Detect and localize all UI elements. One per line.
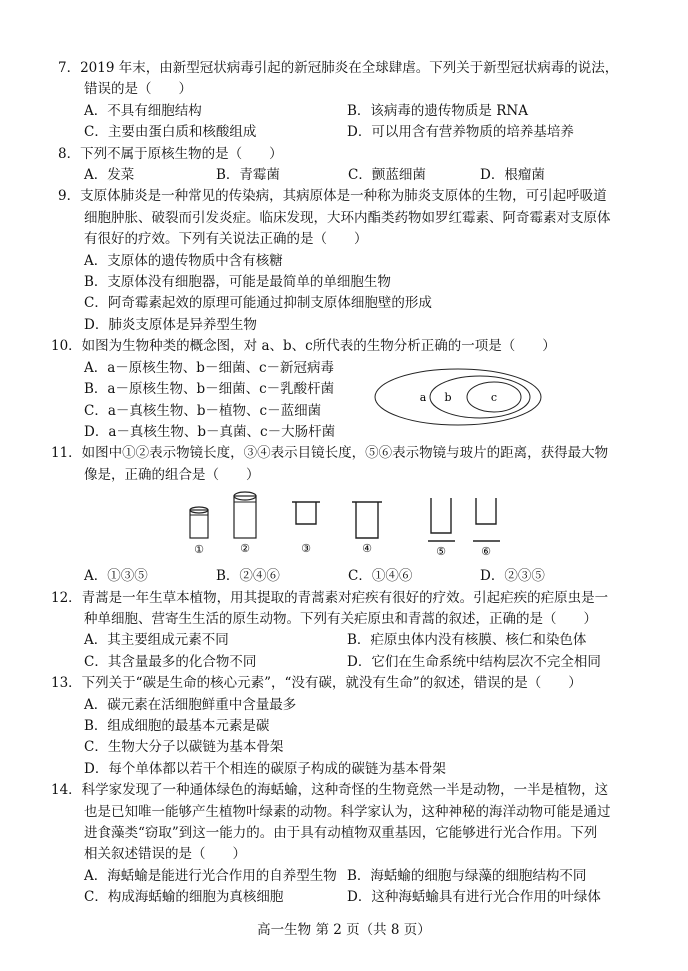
q14-options-row1: [58, 866, 648, 887]
q12-options-row2: [58, 652, 648, 673]
q14-option-c: C．构成海蛞蝓的细胞为真核细胞: [84, 889, 284, 906]
q11-lens-figure: [180, 488, 510, 558]
q14-stem-line2: 也是已知唯一能够产生植物叶绿素的动物。科学家认为，这种神秘的海洋动物可能是通过: [84, 803, 611, 820]
q11-option-d: D．②③⑤: [480, 568, 545, 585]
venn-label-c: c: [490, 391, 498, 404]
q13-option-a: A．碳元素在活细胞鲜重中含量最多: [84, 696, 297, 713]
q14-option-a: A．海蛞蝓是能进行光合作用的自养型生物: [84, 867, 337, 884]
venn-label-a: a: [419, 391, 427, 404]
q12-stem-line2: 种单细胞、营寄生生活的原生动物。下列有关疟原虫和青蒿的叙述，正确的是（ ）: [84, 610, 597, 627]
q8-options: [58, 165, 648, 186]
q7-options-row2: [58, 122, 648, 143]
objective-lens-long: [234, 492, 256, 538]
q7-option-b: B．该病毒的遗传物质是 RNA: [347, 102, 528, 119]
q8-option-c: C．颤蓝细菌: [348, 167, 426, 184]
q10-stem: 10．如图为生物种类的概念图，对 a、b、c所代表的生物分析正确的一项是（ ）: [51, 338, 556, 355]
q7-stem-line2: 错误的是（ ）: [84, 81, 192, 98]
exam-page: [51, 58, 648, 909]
q9-stem-line2: 细胞肿胀、破裂而引发炎症。临床发现，大环内酯类药物如罗红霉素、阿奇霉素对支原体: [84, 209, 611, 226]
q10-option-b: B．a－原核生物、b－细菌、c－乳酸杆菌: [84, 381, 335, 398]
q9-option-d: D．肺炎支原体是异养型生物: [84, 316, 257, 333]
q7-stem-line1: 7．2019 年末，由新型冠状病毒引起的新冠肺炎在全球肆虐。下列关于新型冠状病毒的说法，: [58, 60, 619, 76]
q7-option-a: A．不具有细胞结构: [84, 102, 202, 119]
q14-option-d: D．这种海蛞蝓具有进行光合作用的叶绿体: [347, 889, 601, 906]
q13-option-c: C．生物大分子以碳链为基本骨架: [84, 739, 284, 756]
q9-option-a: A．支原体的遗传物质中含有核糖: [84, 252, 283, 269]
page-footer: 高一生物 第 2 页（共 8 页）: [257, 922, 431, 938]
q7-option-c: C．主要由蛋白质和核酸组成: [84, 124, 257, 141]
q8-option-b: B．青霉菌: [216, 167, 280, 184]
q11-option-b: B．②④⑥: [216, 568, 280, 585]
q13-option-b: B．组成细胞的最基本元素是碳: [84, 717, 270, 734]
objective-lens-short: [190, 507, 208, 538]
figure-label-1: ①: [194, 543, 204, 556]
q10-option-a: A．a－原核生物、b－细菌、c－新冠病毒: [84, 359, 334, 376]
q10-option-c: C．a－真核生物、b－植物、c－蓝细菌: [84, 402, 322, 419]
q9-stem-line3: 有很好的疗效。下列有关说法正确的是（ ）: [84, 231, 368, 248]
venn-label-b: b: [444, 391, 452, 404]
eyepiece-lens-short: [292, 502, 320, 524]
figure-label-4: ④: [362, 542, 372, 555]
q13-stem: 13．下列关于“碳是生命的核心元素”，“没有碳，就没有生命”的叙述，错误的是（ ）: [51, 675, 582, 692]
q9-stem-line1: 9．支原体肺炎是一种常见的传染病，其病原体是一种称为肺炎支原体的生物，可引起呼吸道: [58, 188, 607, 205]
q10-venn-diagram: [373, 367, 543, 427]
q11-option-c: C．①④⑥: [348, 568, 413, 585]
q14-stem-line1: 14．科学家发现了一种通体绿色的海蛞蝓，这种奇怪的生物竟然一半是动物，一半是植物，这: [51, 782, 609, 799]
objective-distance-near: [428, 498, 455, 541]
figure-label-3: ③: [301, 542, 311, 555]
q12-option-b: B．疟原虫体内没有核膜、核仁和染色体: [347, 632, 587, 649]
q7-option-d: D．可以用含有营养物质的培养基培养: [347, 124, 574, 141]
figure-label-5: ⑤: [436, 545, 446, 558]
q8-option-a: A．发菜: [84, 167, 135, 184]
q8-option-d: D．根瘤菌: [480, 167, 545, 184]
q14-stem-line3: 进食藻类“窃取”到这一能力的。由于具有动植物双重基因，它能够进行光合作用。下列: [84, 825, 598, 841]
venn-outer-ellipse-a: [375, 369, 541, 425]
q11-stem-line2: 像是，正确的组合是（ ）: [84, 466, 260, 483]
q10-option-d: D．a－真核生物、b－真菌、c－大肠杆菌: [84, 423, 336, 440]
q9-option-b: B．支原体没有细胞器，可能是最简单的单细胞生物: [84, 274, 391, 291]
q12-options-row1: [58, 630, 648, 651]
q14-options-row2: [58, 887, 648, 908]
q9-option-c: C．阿奇霉素起效的原理可能通过抑制支原体细胞壁的形成: [84, 295, 432, 312]
q8-stem: 8．下列不属于原核生物的是（ ）: [58, 145, 283, 162]
q11-option-a: A．①③⑤: [84, 568, 148, 585]
objective-distance-far: [473, 498, 500, 541]
q14-stem-line4: 相关叙述错误的是（ ）: [84, 846, 246, 863]
q14-option-b: B．海蛞蝓的细胞与绿藻的细胞结构不同: [347, 867, 587, 884]
figure-label-6: ⑥: [481, 545, 491, 558]
q12-option-a: A．其主要组成元素不同: [84, 632, 229, 649]
q7-options-row1: [58, 101, 648, 122]
eyepiece-lens-long: [352, 502, 382, 538]
q11-options: [58, 566, 648, 587]
q12-option-c: C．其含量最多的化合物不同: [84, 653, 257, 670]
q11-stem-line1: 11．如图中①②表示物镜长度，③④表示目镜长度，⑤⑥表示物镜与玻片的距离，获得最大物: [51, 445, 609, 462]
q12-stem-line1: 12．青蒿是一年生草本植物，用其提取的青蒿素对疟疾有很好的疗效。引起疟疾的疟原虫是一: [51, 589, 609, 606]
q12-option-d: D．它们在生命系统中结构层次不完全相同: [347, 653, 601, 670]
figure-label-2: ②: [240, 542, 250, 555]
q13-option-d: D．每个单体都以若干个相连的碳原子构成的碳链为基本骨架: [84, 760, 446, 777]
